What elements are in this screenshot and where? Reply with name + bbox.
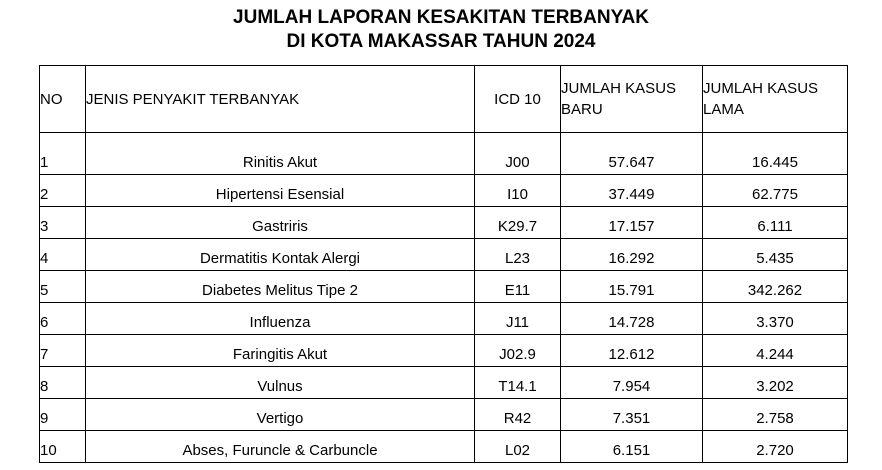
cell-old-cases: 5.435 bbox=[703, 239, 848, 271]
cell-old-cases: 2.720 bbox=[703, 431, 848, 463]
spacer-cell bbox=[703, 133, 848, 147]
cell-no: 7 bbox=[40, 335, 86, 367]
cell-disease-name: Dermatitis Kontak Alergi bbox=[86, 239, 475, 271]
cell-new-cases: 15.791 bbox=[561, 271, 703, 303]
table-row bbox=[40, 239, 848, 271]
cell-icd: K29.7 bbox=[475, 207, 561, 239]
cell-icd: J00 bbox=[475, 147, 561, 175]
cell-icd: I10 bbox=[475, 175, 561, 207]
cell-no: 2 bbox=[40, 175, 86, 207]
disease-report-table bbox=[39, 65, 848, 463]
table-row bbox=[40, 431, 848, 463]
cell-icd: R42 bbox=[475, 399, 561, 431]
cell-disease-name: Influenza bbox=[86, 303, 475, 335]
table-body bbox=[40, 133, 848, 463]
cell-no: 3 bbox=[40, 207, 86, 239]
table-row bbox=[40, 303, 848, 335]
cell-disease-name: Faringitis Akut bbox=[86, 335, 475, 367]
header-old-cases: JUMLAH KASUS LAMA bbox=[703, 66, 848, 133]
table-row bbox=[40, 399, 848, 431]
cell-old-cases: 62.775 bbox=[703, 175, 848, 207]
cell-old-cases: 2.758 bbox=[703, 399, 848, 431]
table-spacer-row bbox=[40, 133, 848, 147]
cell-new-cases: 12.612 bbox=[561, 335, 703, 367]
cell-icd: L23 bbox=[475, 239, 561, 271]
cell-disease-name: Vertigo bbox=[86, 399, 475, 431]
cell-no: 5 bbox=[40, 271, 86, 303]
cell-no: 9 bbox=[40, 399, 86, 431]
cell-icd: E11 bbox=[475, 271, 561, 303]
cell-no: 10 bbox=[40, 431, 86, 463]
spacer-cell bbox=[475, 133, 561, 147]
header-disease-name: JENIS PENYAKIT TERBANYAK bbox=[86, 66, 475, 133]
cell-new-cases: 7.954 bbox=[561, 367, 703, 399]
cell-icd: L02 bbox=[475, 431, 561, 463]
cell-icd: J11 bbox=[475, 303, 561, 335]
cell-new-cases: 7.351 bbox=[561, 399, 703, 431]
cell-new-cases: 14.728 bbox=[561, 303, 703, 335]
cell-disease-name: Abses, Furuncle & Carbuncle bbox=[86, 431, 475, 463]
cell-no: 1 bbox=[40, 147, 86, 175]
cell-new-cases: 37.449 bbox=[561, 175, 703, 207]
table-row bbox=[40, 175, 848, 207]
cell-icd: J02.9 bbox=[475, 335, 561, 367]
cell-new-cases: 57.647 bbox=[561, 147, 703, 175]
header-new-cases: JUMLAH KASUS BARU bbox=[561, 66, 703, 133]
cell-disease-name: Rinitis Akut bbox=[86, 147, 475, 175]
table-row bbox=[40, 335, 848, 367]
spacer-cell bbox=[86, 133, 475, 147]
spacer-cell bbox=[561, 133, 703, 147]
cell-old-cases: 3.202 bbox=[703, 367, 848, 399]
title-line-1: JUMLAH LAPORAN KESAKITAN TERBANYAK bbox=[233, 7, 649, 28]
cell-old-cases: 4.244 bbox=[703, 335, 848, 367]
cell-disease-name: Hipertensi Esensial bbox=[86, 175, 475, 207]
cell-new-cases: 6.151 bbox=[561, 431, 703, 463]
cell-no: 8 bbox=[40, 367, 86, 399]
cell-icd: T14.1 bbox=[475, 367, 561, 399]
report-title bbox=[0, 6, 882, 54]
cell-new-cases: 16.292 bbox=[561, 239, 703, 271]
cell-old-cases: 342.262 bbox=[703, 271, 848, 303]
cell-old-cases: 16.445 bbox=[703, 147, 848, 175]
cell-old-cases: 6.111 bbox=[703, 207, 848, 239]
cell-no: 4 bbox=[40, 239, 86, 271]
cell-disease-name: Gastriris bbox=[86, 207, 475, 239]
cell-old-cases: 3.370 bbox=[703, 303, 848, 335]
cell-no: 6 bbox=[40, 303, 86, 335]
cell-new-cases: 17.157 bbox=[561, 207, 703, 239]
table-row bbox=[40, 271, 848, 303]
title-line-2: DI KOTA MAKASSAR TAHUN 2024 bbox=[286, 31, 596, 52]
header-no: NO bbox=[40, 66, 86, 133]
spacer-cell bbox=[40, 133, 86, 147]
table-row bbox=[40, 367, 848, 399]
table-header-row bbox=[40, 66, 848, 133]
cell-disease-name: Diabetes Melitus Tipe 2 bbox=[86, 271, 475, 303]
table-row bbox=[40, 147, 848, 175]
cell-disease-name: Vulnus bbox=[86, 367, 475, 399]
header-icd: ICD 10 bbox=[475, 66, 561, 133]
table-row bbox=[40, 207, 848, 239]
